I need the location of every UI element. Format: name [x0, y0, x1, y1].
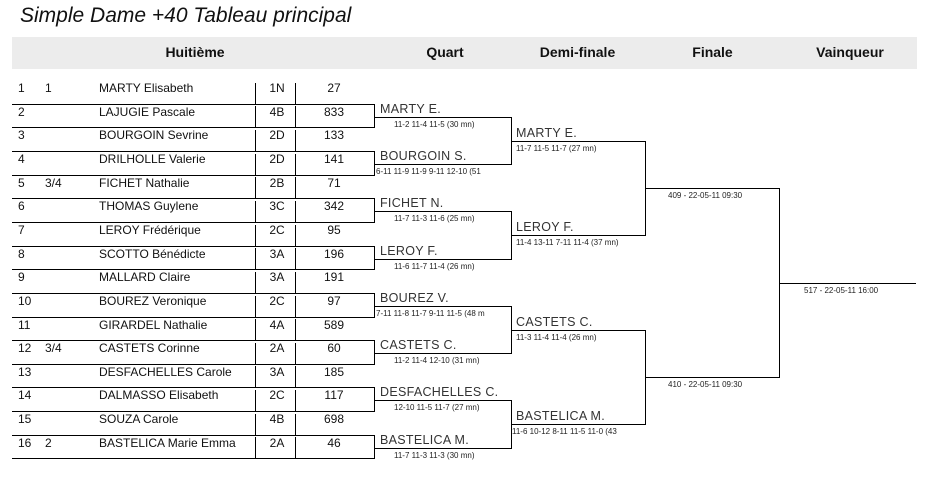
quarter-winner-line	[374, 164, 511, 165]
quarter-score: 6-11 11-9 11-9 9-11 12-10 (51	[376, 167, 481, 176]
row-divider	[295, 296, 296, 318]
row-divider	[255, 437, 256, 459]
row-divider	[295, 343, 296, 365]
quarter-winner-line	[374, 448, 511, 449]
row-divider	[295, 177, 296, 199]
row-divider	[255, 154, 256, 176]
player-points: 95	[327, 223, 341, 237]
quarter-score: 11-7 11-3 11-3 (30 mn)	[394, 451, 475, 460]
row-divider	[255, 106, 256, 128]
row-divider	[255, 201, 256, 223]
quarter-winner-name: BOURGOIN S.	[380, 149, 467, 163]
row-divider	[295, 366, 296, 388]
row-divider	[255, 319, 256, 341]
player-number: 4	[18, 152, 25, 166]
player-number: 1	[18, 81, 25, 95]
player-points: 71	[327, 176, 341, 190]
player-seed: 2	[45, 436, 52, 450]
final-line	[645, 188, 779, 189]
player-points: 833	[323, 105, 345, 119]
row-divider	[255, 272, 256, 294]
player-category: 4B	[269, 412, 285, 426]
semi-winner-name: CASTETS C.	[516, 315, 593, 329]
quarter-score: 7-11 11-8 11-7 9-11 11-5 (48 m	[376, 309, 485, 318]
final-match-info: 410 - 22-05-11 09:30	[668, 380, 743, 389]
player-category: 3A	[269, 247, 285, 261]
quarter-winner-name: CASTETS C.	[380, 338, 457, 352]
player-number: 15	[18, 412, 32, 426]
player-points: 185	[323, 365, 345, 379]
player-name: BOURGOIN Sevrine	[99, 128, 209, 142]
semi-winner-name: MARTY E.	[516, 126, 577, 140]
quarter-winner-line	[374, 211, 511, 212]
row-divider	[255, 366, 256, 388]
quarter-winner-line	[374, 400, 511, 401]
player-points: 133	[323, 128, 345, 142]
player-category: 4B	[269, 105, 285, 119]
semi-score: 11-4 13-11 7-11 11-4 (37 mn)	[516, 238, 619, 247]
quarter-score: 11-2 11-4 11-5 (30 mn)	[394, 120, 475, 129]
row-divider	[295, 319, 296, 341]
player-points: 141	[323, 152, 345, 166]
bracket-connector	[374, 246, 375, 270]
row-divider	[295, 437, 296, 459]
final-match-info: 409 - 22-05-11 09:30	[668, 191, 743, 200]
player-number: 10	[18, 294, 32, 308]
player-name: DRILHOLLE Valerie	[99, 152, 206, 166]
player-name: BASTELICA Marie Emma	[99, 436, 236, 450]
player-points: 60	[327, 341, 341, 355]
player-number: 8	[18, 247, 25, 261]
semi-score: 11-7 11-5 11-7 (27 mn)	[516, 144, 597, 153]
row-divider	[295, 414, 296, 436]
player-points: 191	[323, 270, 345, 284]
player-points: 46	[327, 436, 341, 450]
player-category: 2C	[269, 294, 285, 308]
quarter-winner-line	[374, 306, 511, 307]
row-divider	[295, 272, 296, 294]
row-divider	[255, 390, 256, 412]
player-category: 2C	[269, 223, 285, 237]
player-name: BOUREZ Veronique	[99, 294, 207, 308]
player-number: 11	[18, 318, 31, 332]
page-title: Simple Dame +40 Tableau principal	[20, 4, 352, 27]
player-name: FICHET Nathalie	[99, 176, 190, 190]
player-points: 97	[327, 294, 341, 308]
player-seed: 1	[45, 81, 52, 95]
player-name: MALLARD Claire	[99, 270, 191, 284]
row-divider	[255, 83, 256, 105]
semi-winner-name: BASTELICA M.	[516, 409, 606, 423]
player-category: 3A	[269, 270, 285, 284]
row-divider	[255, 343, 256, 365]
player-number: 2	[18, 105, 25, 119]
player-name: GIRARDEL Nathalie	[99, 318, 208, 332]
semi-winner-line	[511, 424, 645, 425]
row-divider	[255, 130, 256, 152]
player-category: 2C	[269, 388, 285, 402]
row-divider	[295, 106, 296, 128]
player-name: LAJUGIE Pascale	[99, 105, 196, 119]
bracket-connector	[374, 104, 375, 128]
quarter-winner-name: BASTELICA M.	[380, 433, 470, 447]
column-header-huitieme: Huitième	[165, 44, 225, 60]
quarter-score: 11-7 11-3 11-6 (25 mn)	[394, 214, 475, 223]
player-category: 2A	[269, 341, 285, 355]
player-category: 3C	[269, 199, 285, 213]
player-number: 7	[18, 223, 25, 237]
final-line	[645, 377, 779, 378]
row-divider	[295, 154, 296, 176]
semi-winner-name: LEROY F.	[516, 220, 574, 234]
winner-match-info: 517 - 22-05-11 16:00	[804, 286, 879, 295]
player-number: 12	[18, 341, 32, 355]
row-divider	[295, 248, 296, 270]
row-divider	[295, 83, 296, 105]
row-divider	[295, 201, 296, 223]
row-line	[12, 458, 374, 459]
quarter-winner-name: DESFACHELLES C.	[380, 385, 499, 399]
player-category: 4A	[269, 318, 285, 332]
player-name: SCOTTO Bénédicte	[99, 247, 206, 261]
row-divider	[255, 225, 256, 247]
player-name: LEROY Frédérique	[99, 223, 201, 237]
player-number: 6	[18, 199, 25, 213]
player-category: 2D	[269, 128, 285, 142]
quarter-winner-line	[374, 353, 511, 354]
player-category: 2D	[269, 152, 285, 166]
winner-line	[779, 283, 916, 284]
player-seed: 3/4	[45, 176, 62, 190]
semi-score: 11-6 10-12 8-11 11-5 11-0 (43	[512, 427, 617, 436]
player-category: 2A	[269, 436, 285, 450]
player-points: 698	[323, 412, 345, 426]
player-number: 16	[18, 436, 32, 450]
player-name: MARTY Elisabeth	[99, 81, 194, 95]
semi-winner-line	[511, 141, 645, 142]
player-number: 9	[18, 270, 25, 284]
player-category: 3A	[269, 365, 285, 379]
quarter-score: 11-2 11-4 12-10 (31 mn)	[394, 356, 480, 365]
quarter-winner-name: FICHET N.	[380, 196, 444, 210]
player-points: 117	[324, 388, 344, 402]
player-points: 589	[323, 318, 345, 332]
column-header-finale: Finale	[692, 44, 733, 60]
semi-winner-line	[511, 235, 645, 236]
player-category: 1N	[269, 81, 285, 95]
semi-score: 11-3 11-4 11-4 (26 mn)	[516, 333, 597, 342]
bracket-connector	[374, 435, 375, 459]
quarter-winner-line	[374, 259, 511, 260]
quarter-score: 12-10 11-5 11-7 (27 mn)	[394, 403, 480, 412]
player-points: 342	[323, 199, 345, 213]
semi-winner-line	[511, 330, 645, 331]
row-divider	[255, 296, 256, 318]
player-seed: 3/4	[45, 341, 62, 355]
quarter-winner-line	[374, 117, 511, 118]
quarter-winner-name: MARTY E.	[380, 102, 441, 116]
row-divider	[295, 390, 296, 412]
player-name: CASTETS Corinne	[99, 341, 200, 355]
column-header-demi-finale: Demi-finale	[539, 44, 616, 60]
row-divider	[295, 130, 296, 152]
player-number: 14	[18, 388, 32, 402]
quarter-score: 11-6 11-7 11-4 (26 mn)	[394, 262, 475, 271]
player-name: DESFACHELLES Carole	[99, 365, 232, 379]
player-points: 27	[327, 81, 341, 95]
quarter-winner-name: BOUREZ V.	[380, 291, 449, 305]
quarter-winner-name: LEROY F.	[380, 244, 438, 258]
player-category: 2B	[269, 176, 285, 190]
row-divider	[255, 177, 256, 199]
player-name: SOUZA Carole	[99, 412, 179, 426]
player-number: 3	[18, 128, 25, 142]
player-name: DALMASSO Elisabeth	[99, 388, 219, 402]
player-number: 5	[18, 176, 25, 190]
column-header-vainqueur: Vainqueur	[816, 44, 884, 60]
column-header-quart: Quart	[426, 44, 464, 60]
row-divider	[295, 225, 296, 247]
player-number: 13	[18, 365, 32, 379]
player-points: 196	[323, 247, 345, 261]
row-divider	[255, 248, 256, 270]
player-name: THOMAS Guylene	[99, 199, 199, 213]
row-divider	[255, 414, 256, 436]
